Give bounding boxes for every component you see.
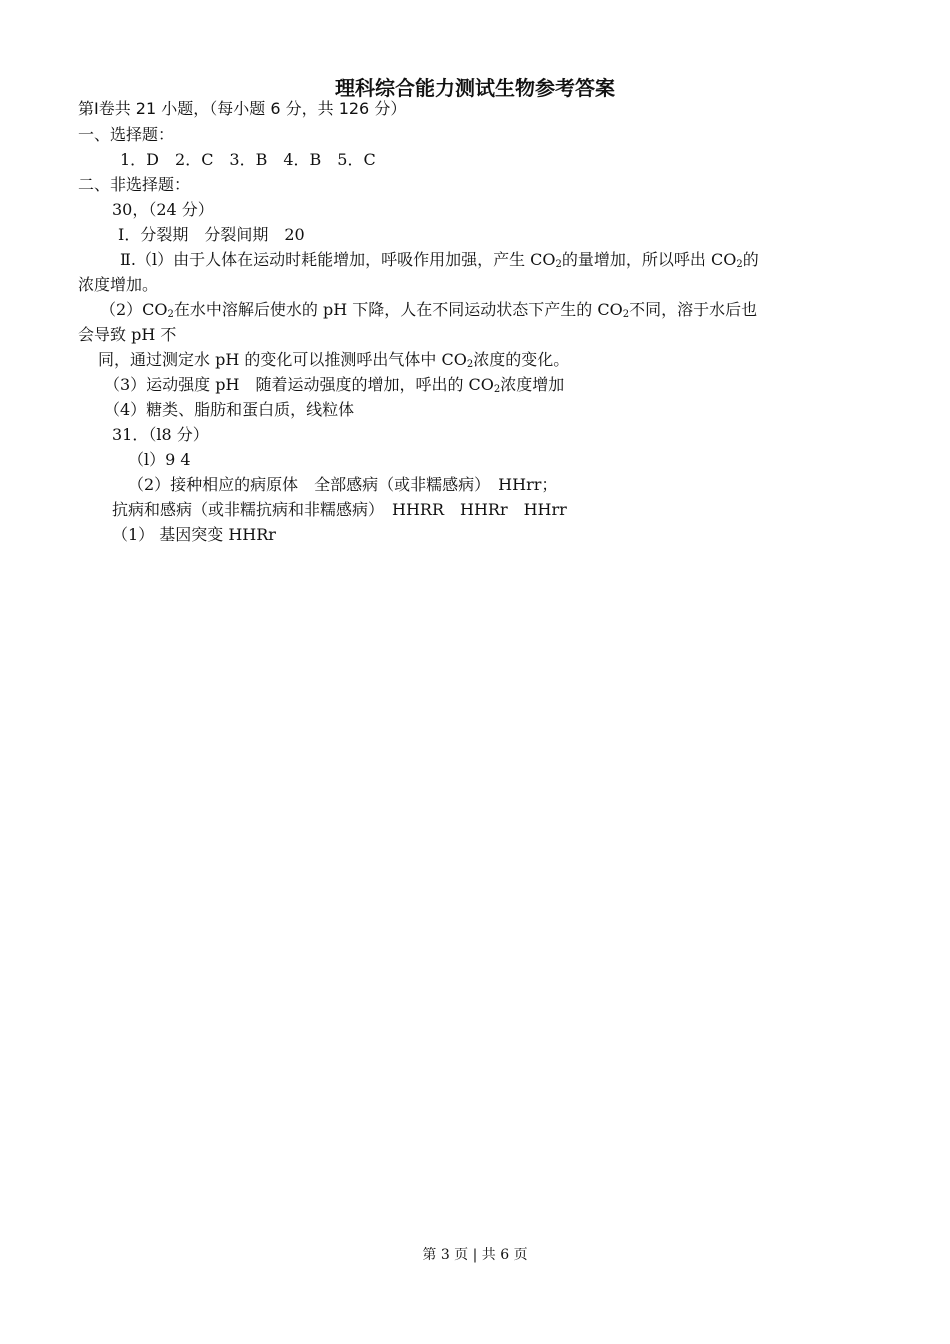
q30-heading: 30，（24 分） [112, 200, 214, 219]
q30-part1: Ⅰ．分裂期 分裂间期 20 [118, 225, 305, 244]
q31-p2: （2）接种相应的病原体 全部感病（或非糯感病） HHrr； [128, 475, 558, 494]
q30-p4: （4）糖类、脂肪和蛋白质，线粒体 [104, 400, 355, 419]
choice-header: 一、选择题： [78, 125, 175, 144]
q31-p3: （1） 基因突变 HHRr [112, 525, 276, 544]
section1-header: 第Ⅰ卷共 21 小题，（每小题 6 分，共 126 分） [78, 99, 407, 118]
q30-p1-line: Ⅱ.（l）由于人体在运动时耗能增加，呼吸作用加强，产生 $CO_2$的量增加，所以呼出 $CO_2$的 [120, 250, 759, 270]
q31-p1: （l）9 4 [128, 450, 191, 469]
q30-p2-cont2: 同，通过测定水 pH 的变化可以推测呼出气体中 $CO_2$浓度的变化。 [98, 350, 570, 370]
q30-p3: （3）运动强度 pH 随着运动强度的增加，呼出的 $CO_2$浓度增加 [104, 375, 565, 395]
page-footer: 第 3 页 | 共 6 页 [422, 1247, 528, 1263]
q31-p2-cont: 抗病和感病（或非糯抗病和非糯感病） HHRR HHRr HHrr [112, 500, 567, 519]
nonchoice-header: 二、非选择题： [78, 175, 191, 194]
q30-p1-cont: 浓度增加。 [78, 275, 159, 294]
page-title: 理科综合能力测试生物参考答案 [335, 76, 615, 100]
choice-answers: 1．D 2．C 3．B 4．B 5．C [120, 150, 376, 169]
q30-p2-cont: 会导致 pH 不 [78, 325, 177, 344]
q30-p2-line: $(2)CO_2$在水中溶解后使水的 pH 下降，人在不同运动状态下产生的 $CO_2$不同，溶于水后也 [100, 300, 758, 320]
q31-heading: 31．（l8 分） [112, 425, 209, 444]
